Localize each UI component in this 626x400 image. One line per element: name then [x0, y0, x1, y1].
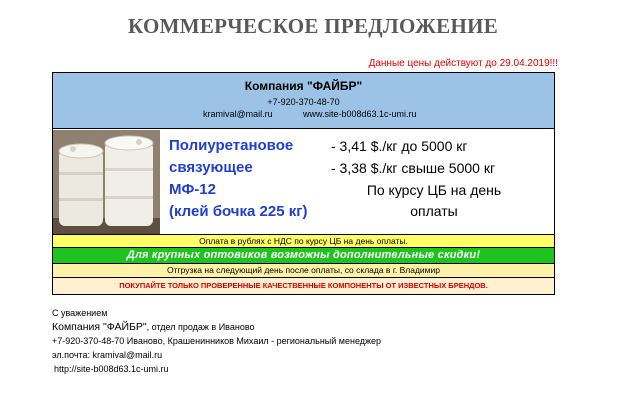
footer-site: http://site-b008d63.1c-umi.ru — [54, 364, 169, 374]
shipping-note: Отгрузка на следующий день после оплаты, со склада в г. Владимир — [53, 263, 554, 277]
product-name-line: связующее — [169, 159, 253, 176]
company-site: www.site-b008d63.1c-umi.ru — [303, 109, 417, 119]
offer-table — [52, 72, 555, 295]
barrels-image — [53, 130, 160, 234]
product-name-line: МФ-12 — [169, 181, 216, 198]
company-email: kramival@mail.ru — [203, 109, 273, 119]
page-title: КОММЕРЧЕСКОЕ ПРЕДЛОЖЕНИЕ — [127, 14, 499, 38]
product-name-line: Полиуретановое — [169, 137, 294, 154]
brands-warning: ПОКУПАЙТЕ ТОЛЬКО ПРОВЕРЕННЫЕ КАЧЕСТВЕННЫЕ КОМПОНЕНТЫ ОТ ИЗВЕСТНЫХ БРЕНДОВ. — [53, 277, 554, 294]
greeting: С уважением — [52, 308, 108, 318]
discount-banner: Для крупных оптовиков возможны дополнительные скидки! — [53, 247, 554, 263]
price-tier-2: - 3,38 $./кг свыше 5000 кг — [331, 160, 496, 176]
barrel-photo — [53, 130, 160, 234]
price-rate-note — [339, 180, 529, 222]
price-rate-note-line: По курсу ЦБ на день — [366, 182, 502, 198]
footer-email: эл.почта: kramival@mail.ru — [52, 350, 163, 360]
footer-department: , отдел продаж в Иваново — [146, 322, 255, 332]
footer-company-name: Компания "ФАЙБР" — [52, 321, 147, 333]
footer-contact: +7-920-370-48-70 Иваново, Крашенинников Михаил - региональный менеджер — [52, 336, 382, 346]
company-phone: +7-920-370-48-70 — [267, 97, 340, 107]
company-name: Компания "ФАЙБР" — [244, 79, 363, 93]
price-tier-1: - 3,41 $./кг до 5000 кг — [331, 138, 468, 154]
payment-note: Оплата в рублях с НДС по курсу ЦБ на день оплаты. — [53, 234, 554, 247]
price-rate-note-line: оплаты — [410, 203, 458, 219]
product-name-line: (клей бочка 225 кг) — [169, 203, 308, 220]
product-name — [169, 135, 339, 223]
company-header — [53, 73, 554, 129]
footer-company — [52, 320, 381, 334]
price-validity-note: Данные цены действуют до 29.04.2019!!! — [368, 58, 558, 69]
signature-block — [52, 306, 381, 376]
